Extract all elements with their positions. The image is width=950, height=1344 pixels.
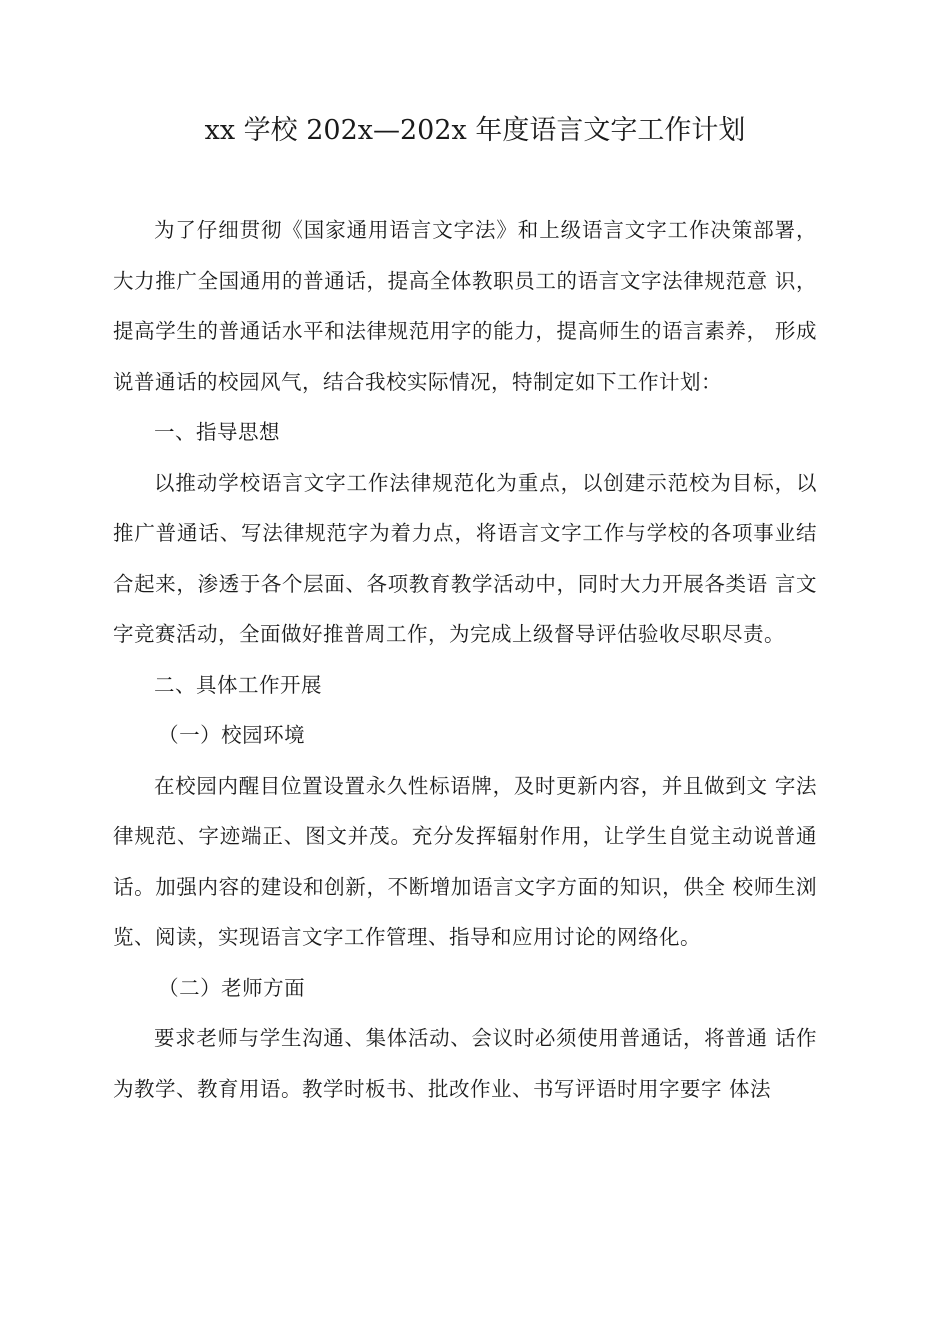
- subsection-heading-campus-environment: （一）校园环境: [158, 723, 306, 747]
- document-title: xx 学校 202x—202x 年度语言文字工作计划: [204, 115, 746, 146]
- section-heading-guiding-ideology: 一、指导思想: [154, 420, 280, 444]
- section-heading-specific-work: 二、具体工作开展: [154, 672, 322, 697]
- subsection-heading-teachers: （二）老师方面: [158, 975, 306, 1000]
- document-body: [113, 205, 817, 1114]
- campus-environment-paragraph: 在校园内醒目位置设置永久性标语牌，及时更新内容，并且做到文 字法律规范、字迹端正、图文并茂。充分发挥辐射作用，让学生自觉主动说普通话。加强内容的建设和创新，不断增加语言文字方面的知识，供全 校师生浏览、阅读，实现语言文字工作管理、指导和应用讨论的网络化。: [113, 773, 817, 949]
- guiding-ideology-paragraph: 以推动学校语言文字工作法律规范化为重点，以创建示范校为目标，以 推广普通话、写法律规范字为着力点，将语言文字工作与学校的各项事业结 合起来，渗透于各个层面、各项教育教学活动中，同时大力开展各类语 言文字竞赛活动，全面做好推普周工作，为完成上级督导评估验收尽职尽责。: [113, 470, 817, 646]
- teachers-paragraph: 要求老师与学生沟通、集体活动、会议时必须使用普通话，将普通 话作为教学、教育用语。教学时板书、批改作业、书写评语时用字要字 体法: [113, 1026, 817, 1101]
- intro-paragraph: 为了仔细贯彻《国家通用语言文字法》和上级语言文字工作决策部署，大力推广全国通用的普通话，提高全体教职员工的语言文字法律规范意 识，提高学生的普通话水平和法律规范用字的能力，提高师生的语言素养， 形成说普通话的校园风气，结合我校实际情况，特制定如下工作计划：: [113, 218, 817, 394]
